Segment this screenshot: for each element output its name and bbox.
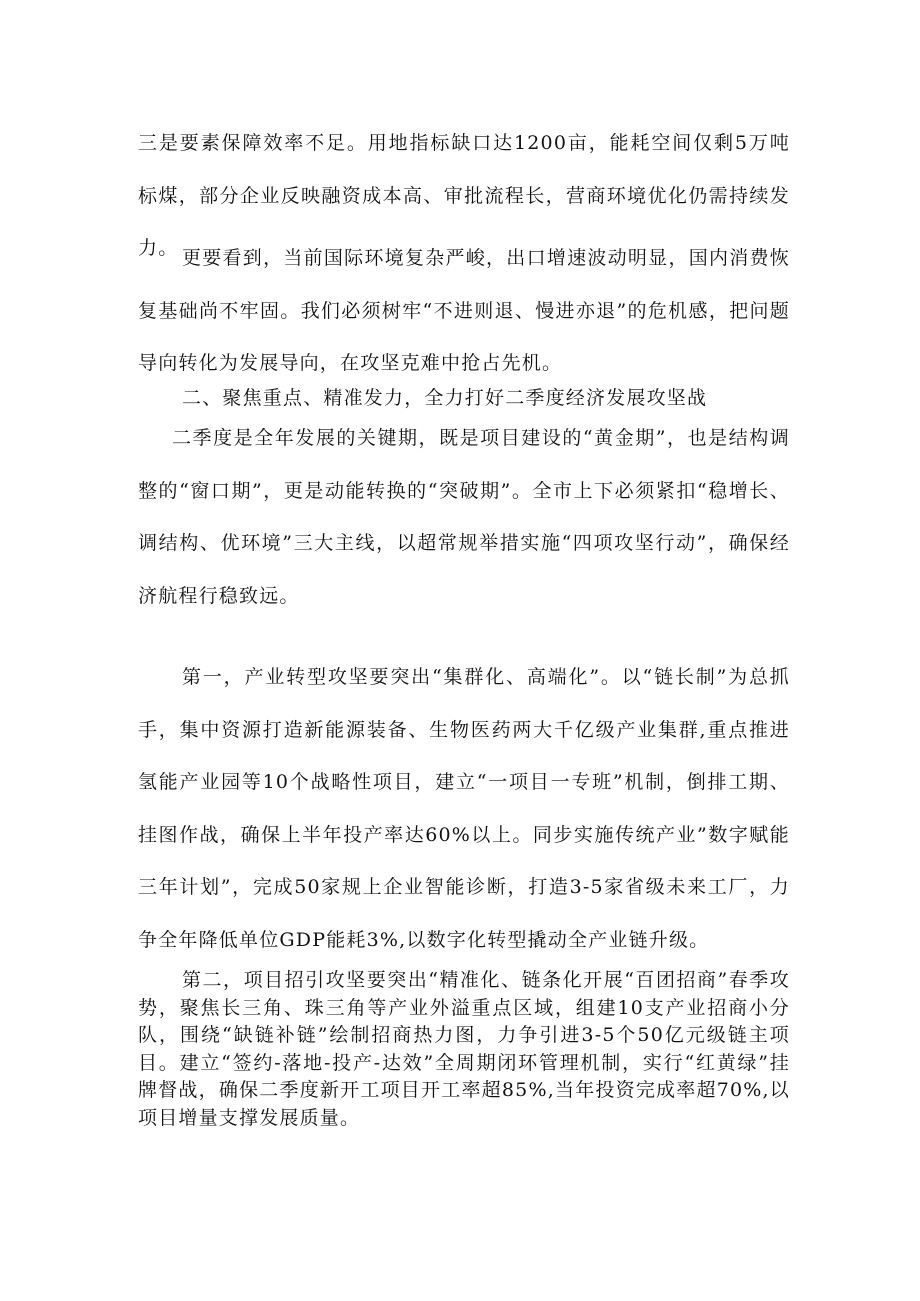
paragraph-second-quarter: 二季度是全年发展的关键期，既是项目建设的“黄金期”，也是结构调整的“窗口期”，更是动能转换的“突破期”。全市上下必须紧扣“稳增长、调结构、优环境”三大主线，以超常规举措实施“四项攻坚行动”，确保经济航程行稳致远。 [138,427,790,607]
paragraph-international-environment: 更要看到，当前国际环境复杂严峻，出口增速波动明显，国内消费恢复基础尚不牢固。我们必须树牢“不进则退、慢进亦退”的危机感，把问题导向转化为发展导向，在攻坚克难中抢占先机。 [138,247,790,374]
paragraph-factor-guarantee: 三是要素保障效率不足。用地指标缺口达1200亩，能耗空间仅剩5万吨标煤，部分企业反映融资成本高、审批流程长，营商环境优化仍需持续发力。 [138,132,790,259]
paragraph-project-investment: 第二，项目招引攻坚要突出“精准化、链条化开展“百团招商”春季攻势，聚焦长三角、珠三角等产业外溢重点区域，组建10支产业招商小分队，围绕“缺链补链”绘制招商热力图，力争引进3-5个50亿元级链主项目。建立“签约-落地-投产-达效”全周期闭环管理机制，实行“红黄绿”挂牌督战，确保二季度新开工项目开工率超85%,当年投资完成率超70%,以项目增量支撑发展质量。 [138,969,790,1129]
paragraph-industry-transformation: 第一，产业转型攻坚要突出“集群化、高端化”。以“链长制”为总抓手，集中资源打造新能源装备、生物医药两大千亿级产业集群,重点推进氢能产业园等10个战略性项目，建立“一项目一专班”机制，倒排工期、挂图作战，确保上半年投产率达60%以上。同步实施传统产业”数字赋能三年计划”，完成50家规上企业智能诊断，打造3-5家省级未来工厂，力争全年降低单位GDP能耗3%,以数字化转型撬动全产业链升级。 [138,666,790,951]
section-heading: 二、聚焦重点、精准发力，全力打好二季度经济发展攻坚战 [182,387,708,409]
